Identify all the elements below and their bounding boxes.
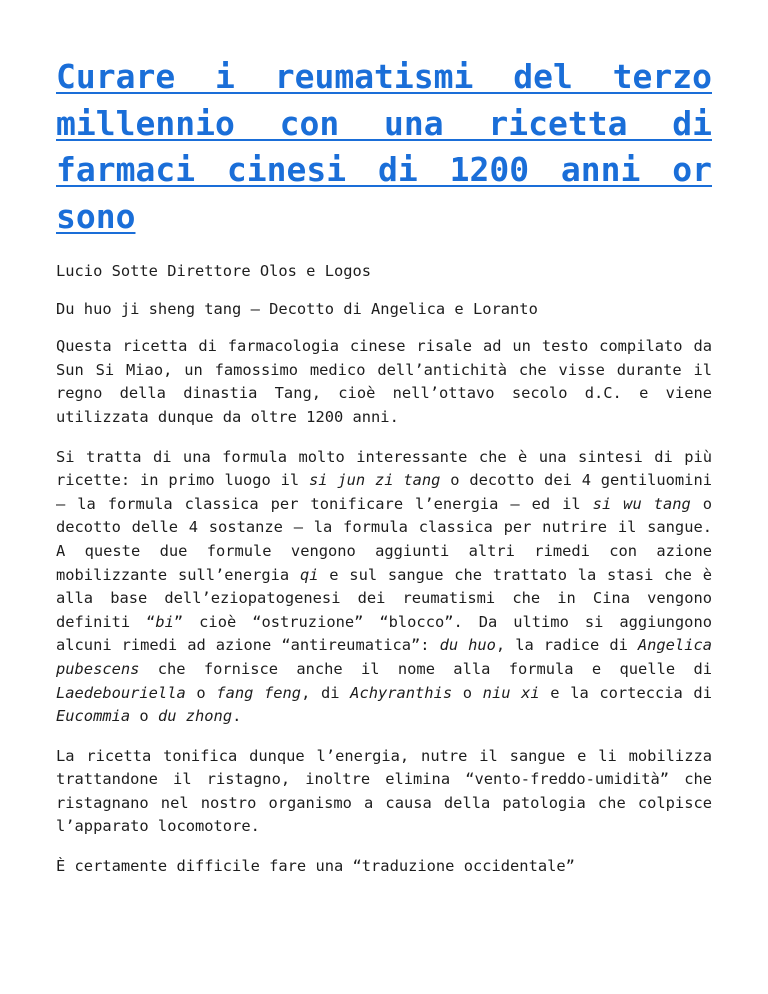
recipe-subtitle: Du huo ji sheng tang – Decotto di Angelica e Loranto: [56, 299, 538, 318]
p2-term: niu xi: [482, 683, 540, 702]
p2-text: , di: [301, 683, 351, 702]
p2-text: che fornisce anche il nome alla formula e quelle di: [139, 659, 712, 678]
p2-text: o decotto dei 4 gentiluomini – la formula classica per tonificare l’energia – ed il: [56, 471, 712, 513]
p2-term: fang feng: [216, 683, 302, 702]
paragraph-1: Questa ricetta di farmacologia cinese risale ad un testo compilato da Sun Si Miao, un famossimo medico dell’antichità che visse durante il regno della dinastia Tang, cioè nell’ottavo secolo d.C. e viene utilizzata dunque da oltre 1200 anni.: [56, 337, 712, 426]
p2-text: o: [130, 707, 158, 726]
p2-term: Angelica pubescens: [56, 636, 712, 678]
p2-text: e sul sangue che trattato la stasi che è alla base dell’eziopatogenesi dei reumatismi che in Cina vengono definiti “: [56, 565, 712, 631]
p2-text: o: [185, 683, 217, 702]
p2-term: qi: [299, 565, 319, 584]
p2-term: Laedebouriella: [56, 683, 186, 702]
p2-term: Achyranthis: [350, 683, 453, 702]
p2-text: o decotto delle 4 sostanze – la formula classica per nutrire il sangue. A queste due formule vengono aggiunti altri rimedi con azione mobilizzante sull’energia: [56, 494, 712, 584]
paragraph-4: È certamente difficile fare una “traduzione occidentale”: [56, 857, 575, 876]
p2-text: ” cioè “ostruzione” “blocco”. Da ultimo si aggiungono alcuni rimedi ad azione “antireumatica”:: [56, 612, 712, 655]
article-title-link[interactable]: Curare i reumatismi del terzo millennio con una ricetta di farmaci cinesi di 1200 anni or sono: [56, 57, 712, 236]
p2-text: Si tratta di una formula molto interessante che è una sintesi di più ricette: in primo luogo il: [56, 447, 712, 490]
paragraph-2: [56, 446, 712, 729]
p2-text: e la corteccia di: [539, 683, 712, 702]
p2-text: , la radice di: [495, 636, 638, 655]
p2-term: si jun zi tang: [309, 471, 441, 490]
paragraph-3: La ricetta tonifica dunque l’energia, nutre il sangue e li mobilizza trattandone il ristagno, inoltre elimina “vento-freddo-umidità” che ristagnano nel nostro organismo a causa della patologia che colpisce l’apparato locomotore.: [56, 746, 712, 836]
p2-text: .: [232, 707, 242, 726]
p2-term: si wu tang: [592, 494, 691, 513]
author-line: Lucio Sotte Direttore Olos e Logos: [56, 262, 372, 280]
p2-term: Eucommia: [56, 707, 131, 726]
p2-term: du huo: [439, 636, 496, 655]
p2-term: du zhong: [157, 707, 233, 726]
p2-term: bi: [155, 612, 174, 631]
p2-text: o: [452, 683, 483, 702]
